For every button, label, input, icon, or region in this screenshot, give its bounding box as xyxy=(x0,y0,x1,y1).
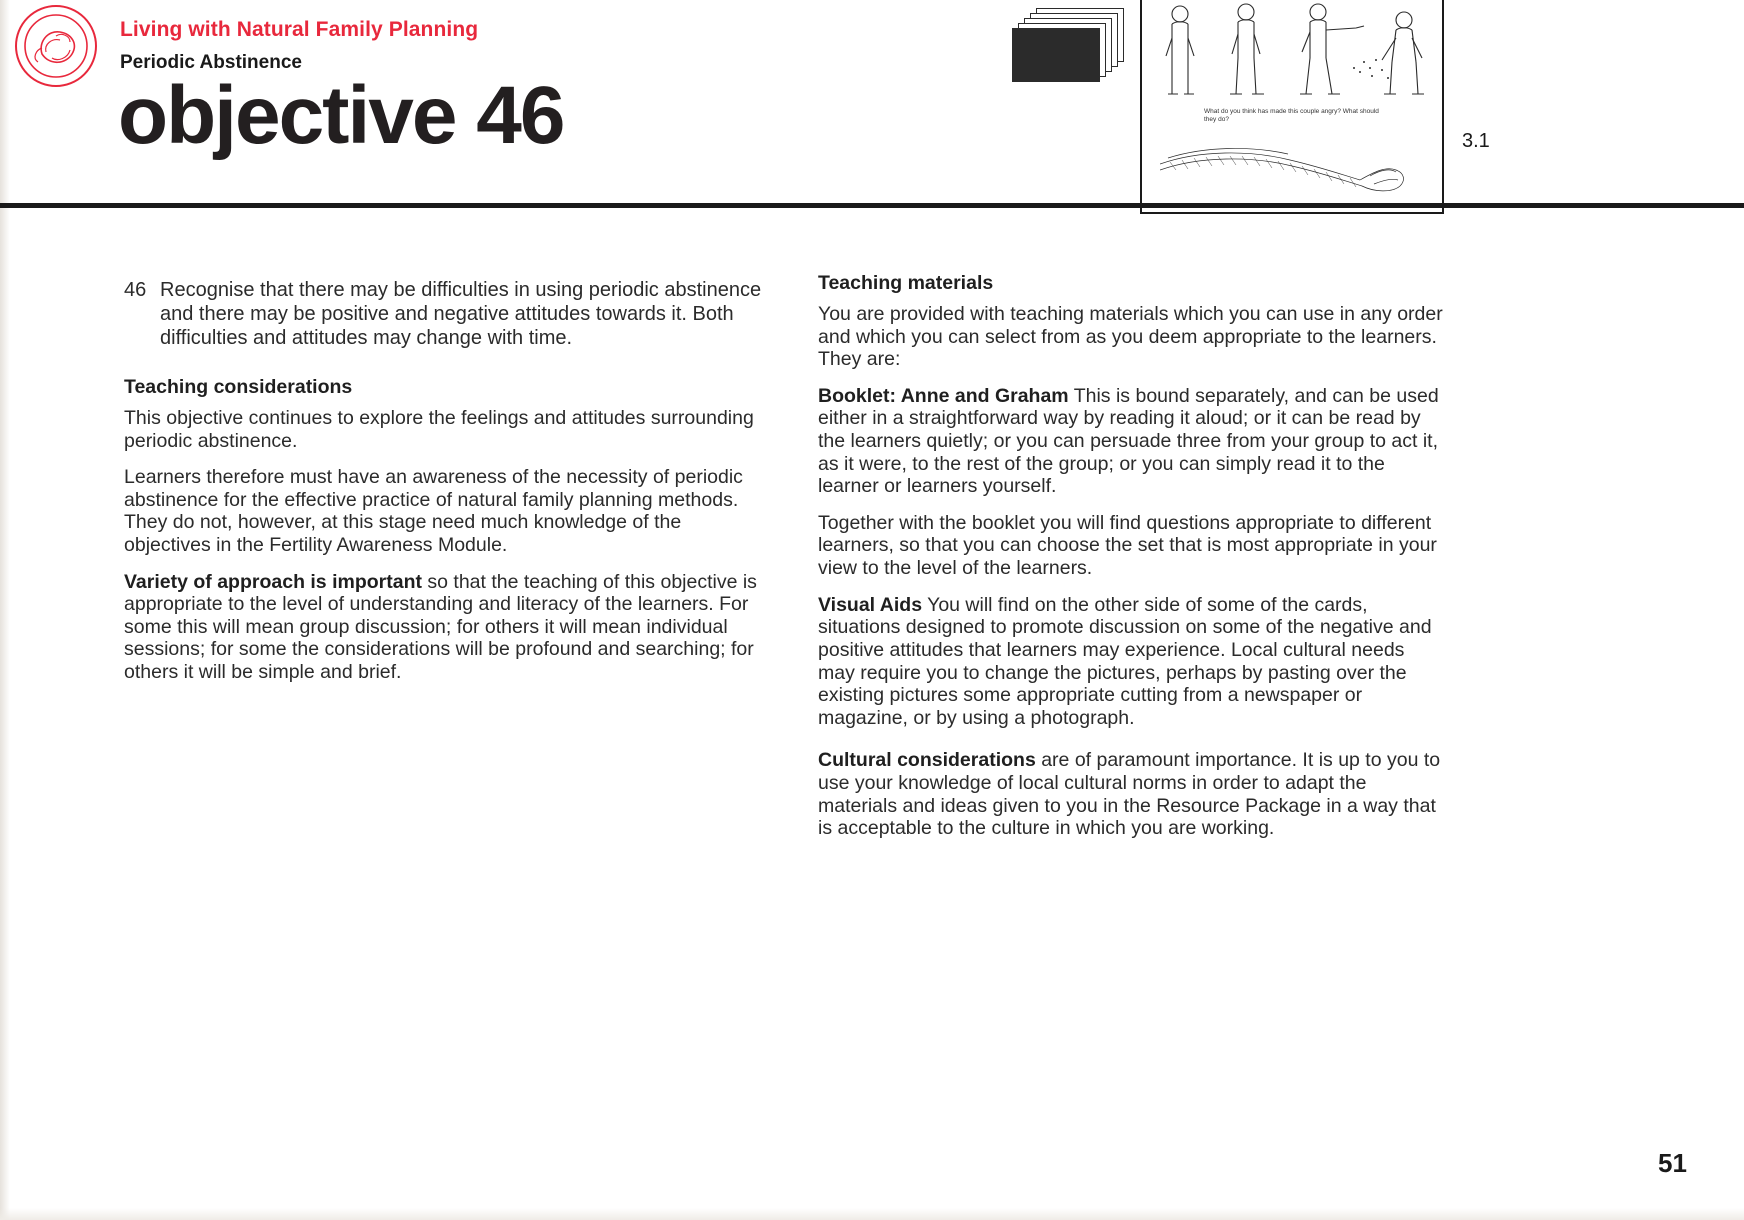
teaching-materials-intro: You are provided with teaching materials which you can use in any order and which you can select from as you deem appropriate to the learners. They are: xyxy=(818,303,1443,371)
variety-of-approach-paragraph xyxy=(124,571,772,684)
hands-illustration xyxy=(1160,136,1424,198)
right-column xyxy=(818,272,1446,852)
figures-illustration xyxy=(1142,0,1442,108)
page-header xyxy=(0,0,1744,210)
booklet-rest: This is bound separately, and can be used either in a straightforward way by reading it aloud; or it can be read by the learners quietly; or you can persuade three from your group to act it, as it were, to the rest of the group; or you can simply read it to the learner or learners yourself. xyxy=(818,384,1439,498)
objective-number: 46 xyxy=(124,279,147,301)
variety-of-approach-lead: Variety of approach is important xyxy=(124,570,422,593)
cultural-considerations-lead: Cultural considerations xyxy=(818,749,1036,772)
teaching-considerations-heading: Teaching considerations xyxy=(124,376,353,398)
page-edge-shading-bottom xyxy=(0,1208,1744,1220)
visual-aids-rest: You will find on the other side of some of the cards, situations designed to promote discussion on some of the negative and positive attitudes that learners may experience. Local cultural needs may require you to change the pictures, perhaps by pasting over the existing pictures some appropriate cutting from a newspaper or magazine, or by using a photograph. xyxy=(818,593,1432,729)
nfp-logo-icon xyxy=(12,2,100,90)
card-stack-icon xyxy=(1012,8,1122,86)
page-number: 51 xyxy=(1658,1148,1687,1178)
objective-statement-text: Recognise that there may be difficulties in using periodic abstinence and there may be positive and negative attitudes towards it. Both difficulties and attitudes may change with time. xyxy=(160,279,762,349)
cultural-considerations-paragraph xyxy=(818,749,1446,839)
page-title: objective 46 xyxy=(118,70,564,161)
header-illustration-panel xyxy=(1140,0,1444,214)
cultural-considerations-rest: are of paramount importance. It is up to you to use your knowledge of local cultural norms in order to adapt the materials and ideas given to you in the Resource Package in a way that is acceptable to the culture in which you are working. xyxy=(818,749,1441,840)
booklet-paragraph xyxy=(818,385,1446,498)
topic-title: Periodic Abstinence xyxy=(120,52,302,73)
visual-aids-paragraph xyxy=(818,594,1446,730)
questions-paragraph: Together with the booklet you will find questions appropriate to different learners, so that you can choose the set that is most appropriate in your view to the level of the learners. xyxy=(818,511,1437,580)
booklet-lead: Booklet: Anne and Graham xyxy=(818,384,1069,407)
teaching-considerations-paragraph-2: Learners therefore must have an awareness of the necessity of periodic abstinence for the effective practice of natural family planning methods. They do not, however, at this stage need much knowledge of the objectives in the Fertility Awareness Module. xyxy=(124,466,743,557)
section-number: 3.1 xyxy=(1462,130,1490,152)
teaching-materials-heading: Teaching materials xyxy=(818,272,994,294)
variety-of-approach-rest: so that the teaching of this objective is appropriate to the level of understanding and literacy of the learners. For some this will mean group discussion; for others it will mean individual sessions; for some the considerations will be profound and searching; for others it will be simple and brief. xyxy=(124,570,757,684)
visual-aids-lead: Visual Aids xyxy=(818,593,923,616)
teaching-considerations-paragraph-1: This objective continues to explore the feelings and attitudes surrounding periodic abstinence. xyxy=(124,407,754,452)
header-divider xyxy=(0,203,1744,208)
illustration-caption: What do you think has made this couple angry? What should they do? xyxy=(1204,108,1379,124)
left-column xyxy=(124,278,772,696)
series-title: Living with Natural Family Planning xyxy=(120,18,479,41)
objective-statement-block xyxy=(124,278,772,350)
